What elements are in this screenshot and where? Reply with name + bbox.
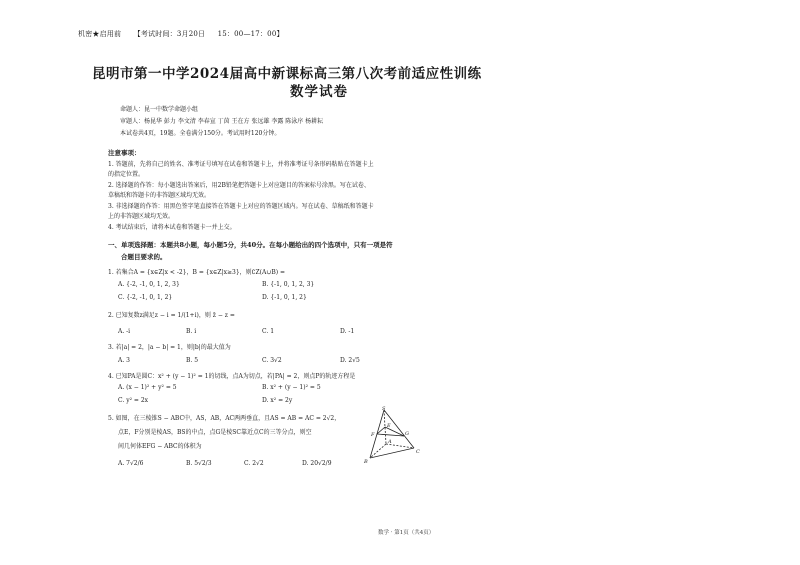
- q4-option-c: C. y² = 2x: [118, 397, 149, 404]
- question-5-stem-cont: 点E，F分别是棱AS，BS的中点，点G是棱SC靠近点C的三等分点，则空: [118, 429, 312, 436]
- page-footer: 数学 · 第1页（共4页）: [378, 530, 435, 536]
- q2-option-a: A. -i: [118, 328, 131, 335]
- q1-option-c: C. {-2, -1, 0, 1, 2}: [118, 294, 173, 301]
- label-e: E: [387, 423, 391, 429]
- q2-option-c: C. 1: [262, 328, 275, 335]
- q1-option-a: A. {-2, -1, 0, 1, 2, 3}: [118, 281, 180, 288]
- note-line: 1. 答题前，先将自己的姓名、准考证号填写在试卷和答题卡上，并将准考证号条形码粘贴在答题卡上: [108, 161, 374, 168]
- label-s: S: [382, 406, 386, 412]
- secret-label: 机密★启用前: [78, 30, 122, 38]
- q3-option-a: A. 3: [118, 357, 130, 364]
- label-c: C: [416, 449, 420, 455]
- note-line: 的指定位置。: [108, 171, 145, 178]
- meta-author: 命题人：昆一中数学命题小组: [120, 106, 199, 113]
- edge-bc: [370, 448, 414, 458]
- q5-option-d: D. 20√2/9: [302, 460, 332, 467]
- label-a: A: [388, 439, 392, 445]
- q2-option-d: D. -1: [340, 328, 355, 335]
- question-2-stem: 2. 已知复数z满足z − i = 1/(1+i)，则 z̄ − z =: [108, 312, 235, 319]
- meta-reviewers: 审题人：杨昆华 彭力 李文清 李春宣 丁茵 王在方 张远雄 李露 陈泳序 杨耕耘: [120, 118, 324, 125]
- exam-time-label: 【考试时间：3月20日: [133, 30, 206, 38]
- q4-option-a: A. (x − 1)² + y² = 5: [118, 384, 177, 391]
- note-line: 上的非答题区域均无效。: [108, 213, 175, 220]
- q4-option-d: D. x² = 2y: [262, 397, 293, 404]
- question-5-stem: 5. 如图，在三棱锥S − ABC中，AS，AB，AC两两垂直，且AS = AB = AC = 2√2，: [108, 415, 341, 422]
- question-1-stem: 1. 若集合A = {x∈Z|x < -2}，B = {x∈Z|x≥3}，则∁Z(A∪B) =: [108, 269, 286, 276]
- note-line: 3. 非选择题的作答：用黑色签字笔直接答在答题卡上对应的答题区域内。写在试卷、草稿纸和答题卡: [108, 203, 374, 210]
- label-f: F: [371, 432, 375, 438]
- page-title: 昆明市第一中学2024届高中新课标高三第八次考前适应性训练: [92, 66, 482, 82]
- notes-heading: 注意事项：: [108, 149, 141, 157]
- q3-option-b: B. 5: [186, 357, 199, 364]
- q4-option-b: B. x² + (y − 1)² = 5: [262, 384, 321, 391]
- header-line: [78, 29, 294, 39]
- note-line: 草稿纸和答题卡的非答题区域均无效。: [108, 192, 211, 199]
- q1-option-b: B. {-1, 0, 1, 2, 3}: [262, 281, 315, 288]
- question-3-stem: 3. 若|a| = 2，|a − b| = 1，则|b|的最大值为: [108, 344, 231, 351]
- note-line: 4. 考试结束后，请将本试卷和答题卡一并上交。: [108, 224, 236, 231]
- section-heading-cont: 合题目要求的。: [121, 253, 167, 261]
- q3-option-d: D. 2√5: [340, 357, 360, 364]
- page-subtitle: 数学试卷: [290, 84, 348, 100]
- meta-info: 本试卷共4页，19题。全卷满分150分。考试用时120分钟。: [120, 130, 281, 137]
- q3-option-c: C. 3√2: [262, 357, 282, 364]
- pyramid-figure: [356, 406, 426, 466]
- label-g: G: [405, 431, 409, 437]
- q1-option-d: D. {-1, 0, 1, 2}: [262, 294, 307, 301]
- q5-option-c: C. 2√2: [244, 460, 264, 467]
- note-line: 2. 选择题的作答：每小题选出答案后，用2B铅笔把答题卡上对应题目的答案标号涂黑。写在试卷、: [108, 182, 370, 189]
- q2-option-b: B. i: [186, 328, 197, 335]
- label-b: B: [364, 459, 368, 465]
- question-5-stem-cont: 间几何体EFG − ABC的体积为: [118, 443, 202, 450]
- q5-option-a: A. 7√2/6: [118, 460, 144, 467]
- exam-hours-label: 15：00—17：00】: [217, 30, 284, 38]
- question-4-stem: 4. 已知PA是圆C：x² + (y − 1)² = 1的切线，点A为切点，若|PA| = 2，则点P的轨迹方程是: [108, 373, 356, 380]
- q5-option-b: B. 5√2/3: [186, 460, 212, 467]
- section-heading: 一、单项选择题：本题共8小题，每小题5分，共40分。在每小题给出的四个选项中，只有一项是符: [108, 241, 393, 249]
